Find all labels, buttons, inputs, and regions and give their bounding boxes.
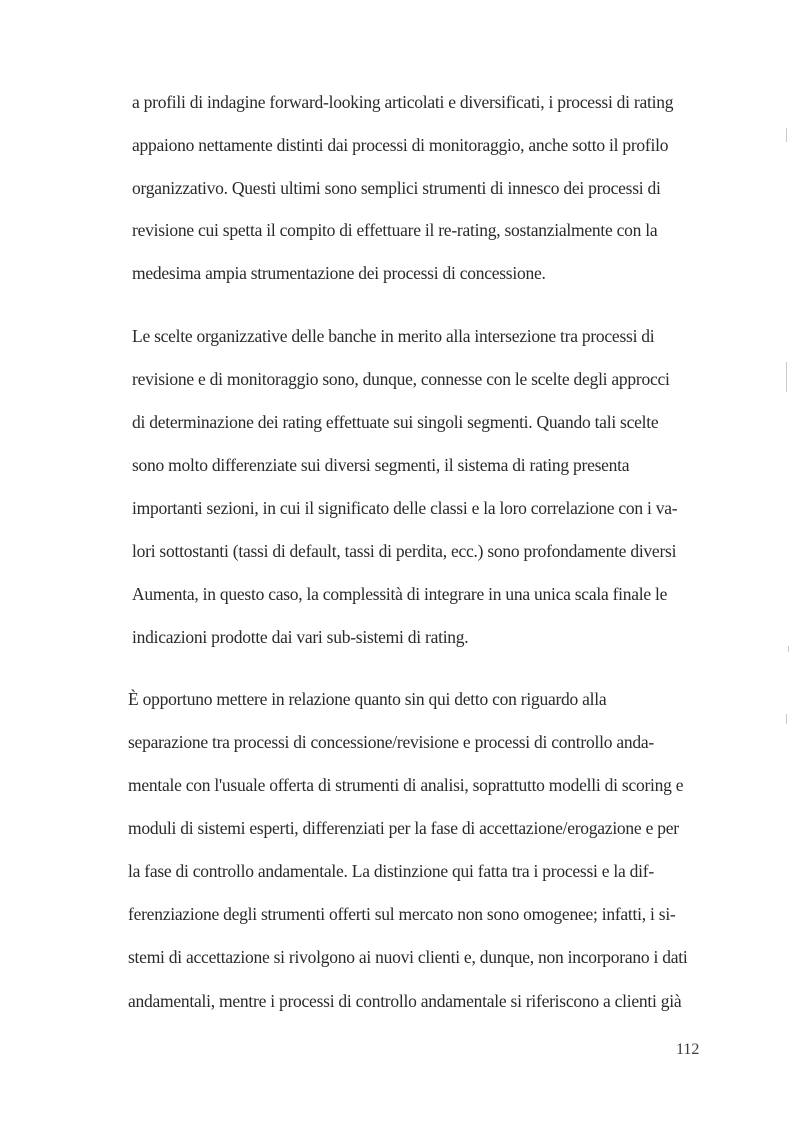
text-line: ferenziazione degli strumenti offerti sul mercato non sono omogenee; infatti, i si- bbox=[128, 904, 676, 924]
text-line: la fase di controllo andamentale. La distinzione qui fatta tra i processi e la dif- bbox=[128, 861, 654, 881]
text-line: importanti sezioni, in cui il significato delle classi e la loro correlazione con i va- bbox=[132, 498, 678, 518]
text-line: di determinazione dei rating effettuate sui singoli segmenti. Quando tali scelte bbox=[132, 412, 659, 432]
text-line: revisione e di monitoraggio sono, dunque, connesse con le scelte degli approcci bbox=[132, 369, 670, 389]
text-line: organizzativo. Questi ultimi sono semplici strumenti di innesco dei processi di bbox=[132, 178, 661, 198]
text-line: revisione cui spetta il compito di effettuare il re-rating, sostanzialmente con la bbox=[132, 220, 658, 240]
scan-artifact bbox=[786, 362, 787, 392]
text-line: appaiono nettamente distinti dai processi di monitoraggio, anche sotto il profilo bbox=[132, 135, 669, 155]
text-line: sono molto differenziate sui diversi segmenti, il sistema di rating presenta bbox=[132, 455, 630, 475]
text-line: indicazioni prodotte dai vari sub-sistemi di rating. bbox=[132, 627, 469, 647]
text-line: lori sottostanti (tassi di default, tassi di perdita, ecc.) sono profondamente diversi bbox=[132, 541, 677, 561]
text-line: È opportuno mettere in relazione quanto sin qui detto con riguardo alla bbox=[128, 689, 607, 709]
text-line: Le scelte organizzative delle banche in merito alla intersezione tra processi di bbox=[132, 326, 655, 346]
text-line: stemi di accettazione si rivolgono ai nuovi clienti e, dunque, non incorporano i dati bbox=[128, 947, 688, 967]
text-line: a profili di indagine forward-looking articolati e diversificati, i processi di rating bbox=[132, 92, 674, 112]
scan-artifact bbox=[788, 646, 789, 652]
text-line: mentale con l'usuale offerta di strumenti di analisi, soprattutto modelli di scoring e bbox=[128, 775, 684, 795]
text-line: Aumenta, in questo caso, la complessità di integrare in una unica scala finale le bbox=[132, 584, 668, 604]
page-number: 112 bbox=[676, 1041, 700, 1058]
scan-artifact bbox=[786, 128, 787, 142]
text-line: moduli di sistemi esperti, differenziati per la fase di accettazione/erogazione e per bbox=[128, 818, 679, 838]
text-line: medesima ampia strumentazione dei processi di concessione. bbox=[132, 263, 546, 283]
text-line: andamentali, mentre i processi di controllo andamentale si riferiscono a clienti già bbox=[128, 991, 682, 1011]
text-line: separazione tra processi di concessione/revisione e processi di controllo anda- bbox=[128, 732, 654, 752]
scan-artifact bbox=[786, 714, 787, 724]
